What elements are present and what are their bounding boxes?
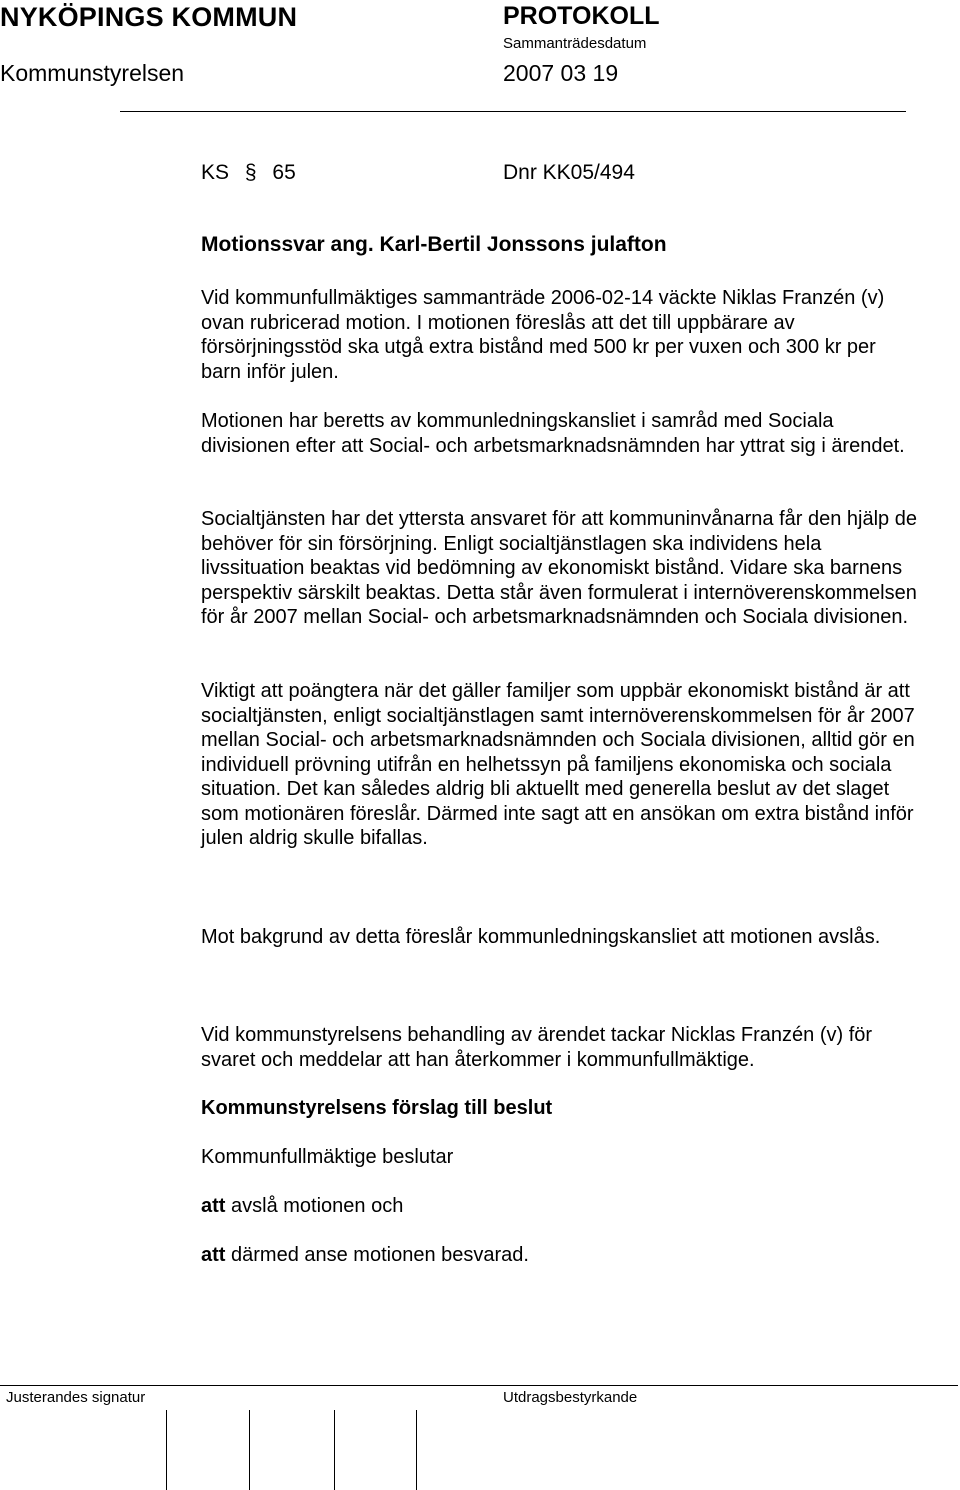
signature-box-divider <box>334 1410 335 1490</box>
proposal-heading: Kommunstyrelsens förslag till beslut <box>201 1097 553 1119</box>
signature-label: Justerandes signatur <box>6 1389 146 1406</box>
header-divider <box>120 111 906 112</box>
paragraph-social-services: Socialtjänsten har det yttersta ansvaret för att kommuninvånarna får den hjälp de behöver för sin försörjning. Enligt socialtjänstlagen ska individens hela livssituation beaktas vid bedömning av ekonomiskt bistånd. Vidare ska barnens perspektiv särskilt beaktas. Detta står även formulerat i internöverenskommelsen för år 2007 mellan Social- och arbetsmarknadsnämnden och Sociala divisionen. <box>201 508 917 628</box>
proposal-text: avslå motionen och <box>225 1195 404 1217</box>
paragraph-board-discussion: Vid kommunstyrelsens behandling av ärendet tackar Nicklas Franzén (v) för svaret och meddelar att han återkommer i kommunfullmäktige. <box>201 1024 873 1071</box>
paragraph-assessment: Viktigt att poängtera när det gäller familjer som uppbär ekonomiskt bistånd är att socialtjänsten, enligt socialtjänstlagen samt internöverenskommelsen för år 2007 mellan Social- och arbetsmarknadsnämnden och Sociala divisionen, alltid gör en individuell prövning utifrån en helhetssyn på familjens ekonomiska och sociala situation. Det kan således aldrig bli aktuellt med generella beslut av det slaget som motionären föreslår. Därmed inte sagt att en ansökan om extra bistånd inför julen aldrig skulle bifallas. <box>201 680 915 849</box>
signature-box-divider <box>166 1410 167 1490</box>
signature-box-divider <box>249 1410 250 1490</box>
paragraph-recommendation: Mot bakgrund av detta föreslår kommunledningskansliet att motionen avslås. <box>201 926 881 948</box>
signature-box-divider <box>416 1410 417 1490</box>
proposal-keyword: att <box>201 1244 226 1266</box>
proposal-text: därmed anse motionen besvarad. <box>225 1244 529 1266</box>
document-title: Motionssvar ang. Karl-Bertil Jonssons julafton <box>201 233 667 256</box>
ks-number: 65 <box>272 161 296 184</box>
proposal-item <box>201 1244 529 1267</box>
case-number: Dnr KK05/494 <box>503 161 635 184</box>
proposal-item <box>201 1195 403 1218</box>
footer-divider <box>0 1385 958 1386</box>
proposal-keyword: att <box>201 1195 226 1217</box>
ks-label: KS <box>201 161 230 184</box>
municipality-name: NYKÖPINGS KOMMUN <box>0 2 298 32</box>
board-name: Kommunstyrelsen <box>0 60 185 86</box>
paragraph-preparation: Motionen har beretts av kommunledningskansliet i samråd med Sociala divisionen efter att Social- och arbetsmarknadsnämnden har yttrat sig i ärendet. <box>201 410 905 457</box>
extract-certification-label: Utdragsbestyrkande <box>503 1389 638 1406</box>
paragraph-background: Vid kommunfullmäktiges sammanträde 2006-02-14 väckte Niklas Franzén (v) ovan rubricerad motion. I motionen föreslås att det till uppbärare av försörjningsstöd ska utgå extra bistånd med 500 kr per vuxen och 300 kr per barn inför julen. <box>201 287 885 383</box>
meeting-date-label: Sammanträdesdatum <box>503 35 647 52</box>
meeting-date: 2007 03 19 <box>503 60 619 86</box>
document-type: PROTOKOLL <box>503 2 660 30</box>
section-symbol: § <box>244 161 257 184</box>
case-section-ref <box>201 161 296 185</box>
proposal-intro: Kommunfullmäktige beslutar <box>201 1146 454 1168</box>
